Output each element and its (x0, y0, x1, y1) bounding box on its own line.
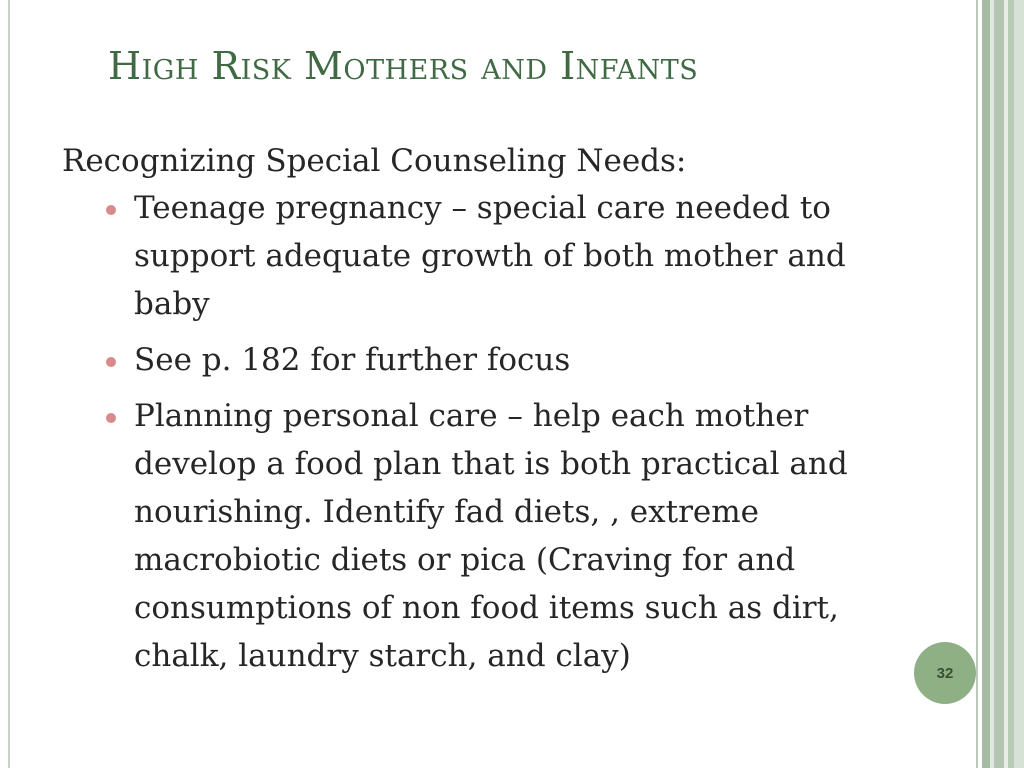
bullet-item-teenage-pregnancy (134, 184, 912, 328)
bullet-dot-icon (106, 413, 116, 423)
decorative-stripes (976, 0, 1024, 768)
page-number: 32 (936, 664, 954, 682)
bullet-item-planning-care (134, 392, 912, 680)
section-heading: Recognizing Special Counseling Needs: (62, 143, 687, 179)
left-border-line (8, 0, 10, 768)
slide-body (62, 140, 912, 688)
bullet-dot-icon (106, 357, 116, 367)
bullet-list (62, 184, 912, 680)
bullet-item-page-reference (134, 336, 912, 384)
slide-title: High Risk Mothers and Infants (108, 44, 699, 88)
bullet-text: Planning personal care – help each mother develop a food plan that is both practical and nourishing. Identify fad diets, , extreme macrobiotic diets or pica (Craving for and consumptions of non food items such as dirt, chalk, laundry starch, and clay) (134, 398, 848, 674)
bullet-dot-icon (106, 205, 116, 215)
bullet-text: Teenage pregnancy – special care needed to support adequate growth of both mother and baby (134, 190, 846, 322)
page-number-badge (914, 642, 976, 704)
bullet-text: See p. 182 for further focus (134, 342, 571, 378)
